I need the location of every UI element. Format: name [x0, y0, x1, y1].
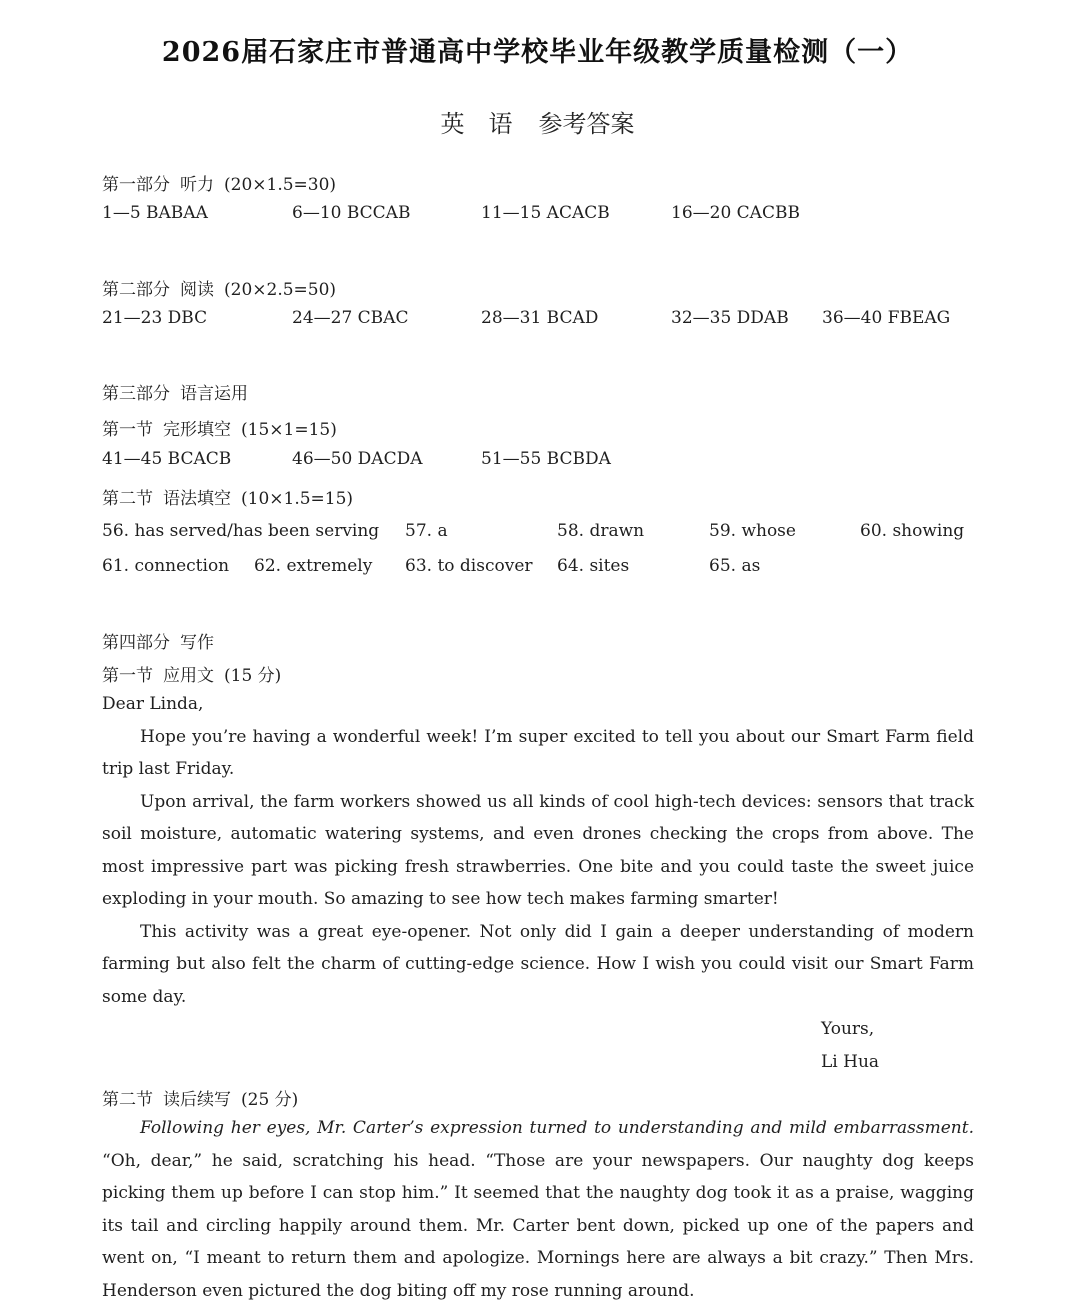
- part3-section2-heading: [102, 484, 353, 509]
- letter-paragraph: Hope you’re having a wonderful week! I’m super excited to tell you about our Smart Farm field trip last Friday.: [102, 726, 974, 779]
- part2-name: 阅读: [180, 280, 214, 300]
- answer-group: 1—5 BABAA: [102, 203, 208, 223]
- subtitle-label: 参考答案: [538, 110, 635, 138]
- answer-group: 24—27 CBAC: [292, 308, 409, 328]
- answer-group: 11—15 ACACB: [481, 203, 610, 223]
- answer-group: 16—20 CACBB: [671, 203, 800, 223]
- section-name: 读后续写: [163, 1090, 231, 1110]
- answer-group: 36—40 FBEAG: [822, 308, 951, 328]
- section-heading-label: 第二节: [102, 489, 153, 509]
- page-title: 2026届石家庄市普通高中学校毕业年级教学质量检测（一）: [161, 37, 914, 68]
- grammar-answer: 56. has served/has been serving: [102, 521, 380, 541]
- letter-closing: Yours,: [821, 1019, 875, 1039]
- part4-heading-label: 第四部分: [102, 633, 170, 653]
- grammar-answers-row2: [102, 556, 1075, 580]
- page-subtitle: [0, 104, 1075, 139]
- grammar-answer: 65. as: [709, 556, 761, 576]
- letter-paragraph: Upon arrival, the farm workers showed us all kinds of cool high-tech devices: sensors that track soil moisture, automatic watering systems, and even drones checking the crops from above. The most impressive part was picking fresh strawberries. One bite and you could taste the sweet juice exploding in your mouth. So amazing to see how tech makes farming smarter!: [102, 791, 974, 909]
- part4-name: 写作: [180, 633, 214, 653]
- continuation-text: “Oh, dear,” he said, scratching his head. “Those are your newspapers. Our naughty dog keeps picking them up before I can stop him.” It seemed that the naughty dog took it as a praise, wagging its tail and circling happily around them. Mr. Carter bent down, picked up one of the papers and went on, “I meant to return them and apologize. Mornings here are always a bit crazy.” Then Mrs. Henderson even pictured the dog biting off my rose running around.: [102, 1150, 974, 1301]
- section-name: 语法填空: [163, 489, 231, 509]
- grammar-answers-row1: [102, 521, 1075, 545]
- section-name: 完形填空: [163, 420, 231, 440]
- part4-section1-heading: [102, 661, 281, 686]
- grammar-answer: 57. a: [405, 521, 448, 541]
- part3-section1-heading: [102, 415, 337, 440]
- part3-section1-answers: [102, 449, 1075, 473]
- part1-heading: [102, 170, 336, 195]
- part3-heading: [102, 379, 248, 404]
- answer-group: 41—45 BCACB: [102, 449, 232, 469]
- answer-group: 32—35 DDAB: [671, 308, 789, 328]
- answer-group: 21—23 DBC: [102, 308, 208, 328]
- part4-heading: [102, 628, 214, 653]
- part3-name: 语言运用: [180, 384, 248, 404]
- grammar-answer: 64. sites: [557, 556, 630, 576]
- part2-score: (20×2.5=50): [224, 280, 337, 300]
- grammar-answer: 58. drawn: [557, 521, 645, 541]
- answer-group: 28—31 BCAD: [481, 308, 599, 328]
- section-heading-label: 第一节: [102, 420, 153, 440]
- continuation-writing: [102, 1112, 974, 1307]
- letter: [102, 688, 974, 1078]
- grammar-answer: 62. extremely: [254, 556, 373, 576]
- section-heading-label: 第一节: [102, 666, 153, 686]
- section-score: (15 分): [224, 666, 282, 686]
- section-score: (15×1=15): [241, 420, 337, 440]
- grammar-answer: 60. showing: [860, 521, 965, 541]
- part1-answers: [102, 203, 1075, 227]
- part2-answers: [102, 308, 1075, 332]
- grammar-answer: 61. connection: [102, 556, 230, 576]
- answer-group: 6—10 BCCAB: [292, 203, 411, 223]
- subject-label: 英 语: [440, 110, 513, 138]
- part3-heading-label: 第三部分: [102, 384, 170, 404]
- continuation-lead: Following her eyes, Mr. Carter’s expression turned to understanding and mild embarrassment.: [140, 1118, 974, 1138]
- section-name: 应用文: [163, 666, 214, 686]
- letter-greeting: Dear Linda,: [102, 694, 204, 714]
- letter-paragraph: This activity was a great eye-opener. Not only did I gain a deeper understanding of modern farming but also felt the charm of cutting-edge science. How I wish you could visit our Smart Farm some day.: [102, 921, 974, 1007]
- letter-signature: Li Hua: [821, 1051, 880, 1072]
- grammar-answer: 63. to discover: [405, 556, 533, 576]
- section-heading-label: 第二节: [102, 1090, 153, 1110]
- section-score: (10×1.5=15): [241, 489, 354, 509]
- continuation-paragraph: [102, 1112, 974, 1307]
- part1-name: 听力: [180, 175, 214, 195]
- part1-score: (20×1.5=30): [224, 175, 337, 195]
- part4-section2-heading: [102, 1085, 298, 1110]
- answer-group: 46—50 DACDA: [292, 449, 423, 469]
- part1-heading-label: 第一部分: [102, 175, 170, 195]
- answer-group: 51—55 BCBDA: [481, 449, 611, 469]
- part2-heading-label: 第二部分: [102, 280, 170, 300]
- grammar-answer: 59. whose: [709, 521, 796, 541]
- section-score: (25 分): [241, 1090, 299, 1110]
- part2-heading: [102, 275, 336, 300]
